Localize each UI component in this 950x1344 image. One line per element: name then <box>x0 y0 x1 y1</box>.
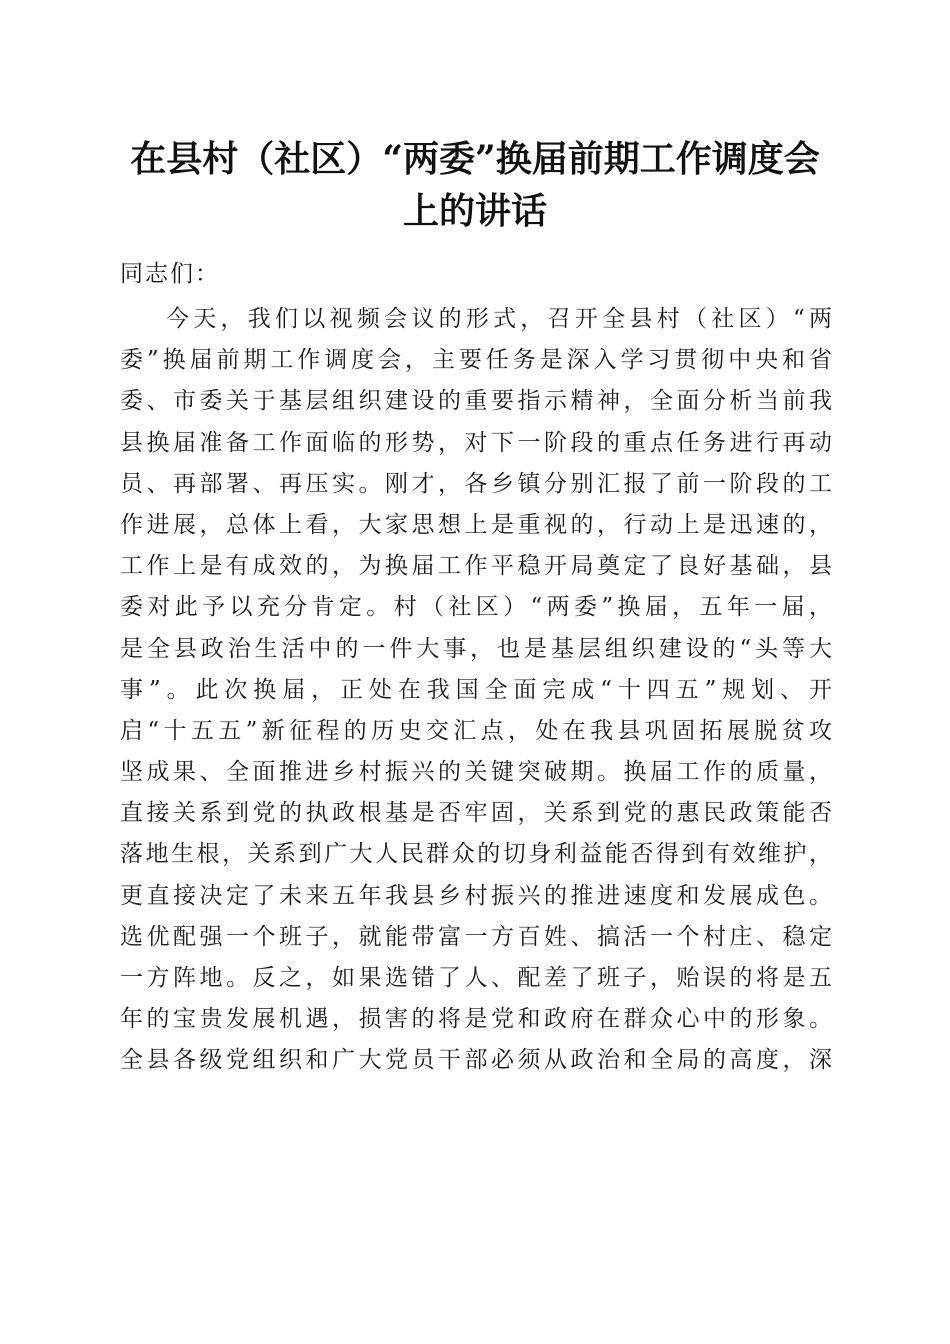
paragraph-line: 县换届准备工作面临的形势，对下一阶段的重点任务进行再动 <box>120 429 832 456</box>
paragraph-line: 坚成果、全面推进乡村振兴的关键突破期。换届工作的质量， <box>120 759 832 786</box>
paragraph-line: 是全县政治生活中的一件大事，也是基层组织建设的“头等大 <box>120 635 832 662</box>
paragraph-line: 委、市委关于基层组织建设的重要指示精神，全面分析当前我 <box>120 388 832 415</box>
paragraph-line: 员、再部署、再压实。刚才，各乡镇分别汇报了前一阶段的工 <box>120 470 832 497</box>
document-title <box>100 133 850 237</box>
paragraph <box>120 299 832 1082</box>
paragraph-line: 直接关系到党的执政根基是否牢固，关系到党的惠民政策能否 <box>120 800 832 827</box>
paragraph-line: 今天，我们以视频会议的形式，召开全县村（社区）“两 <box>166 306 832 332</box>
salutation: 同志们： <box>120 261 220 287</box>
paragraph-line: 委”换届前期工作调度会，主要任务是深入学习贯彻中央和省 <box>120 347 832 374</box>
paragraph-line: 工作上是有成效的，为换届工作平稳开局奠定了良好基础，县 <box>120 553 832 580</box>
paragraph-line: 选优配强一个班子，就能带富一方百姓、搞活一个村庄、稳定 <box>120 923 832 950</box>
paragraph-line: 事”。此次换届，正处在我国全面完成“十四五”规划、开 <box>120 676 832 703</box>
title-line-1: 在县村（社区）“两委”换届前期工作调度会 <box>130 138 820 180</box>
paragraph-line: 全县各级党组织和广大党员干部必须从政治和全局的高度，深 <box>120 1047 832 1074</box>
document-body <box>120 256 832 1082</box>
paragraph-line: 一方阵地。反之，如果选错了人、配差了班子，贻误的将是五 <box>120 965 832 991</box>
paragraph-line: 更直接决定了未来五年我县乡村振兴的推进速度和发展成色。 <box>120 882 832 909</box>
paragraph-line: 年的宝贵发展机遇，损害的将是党和政府在群众心中的形象。 <box>120 1006 832 1033</box>
title-line-2: 上的讲话 <box>402 190 547 232</box>
paragraph-line: 委对此予以充分肯定。村（社区）“两委”换届，五年一届， <box>120 594 832 621</box>
paragraph-line: 落地生根，关系到广大人民群众的切身利益能否得到有效维护， <box>120 841 832 868</box>
paragraph-line: 启“十五五”新征程的历史交汇点，处在我县巩固拓展脱贫攻 <box>120 717 832 744</box>
paragraph-line: 作进展，总体上看，大家思想上是重视的，行动上是迅速的， <box>120 511 832 538</box>
